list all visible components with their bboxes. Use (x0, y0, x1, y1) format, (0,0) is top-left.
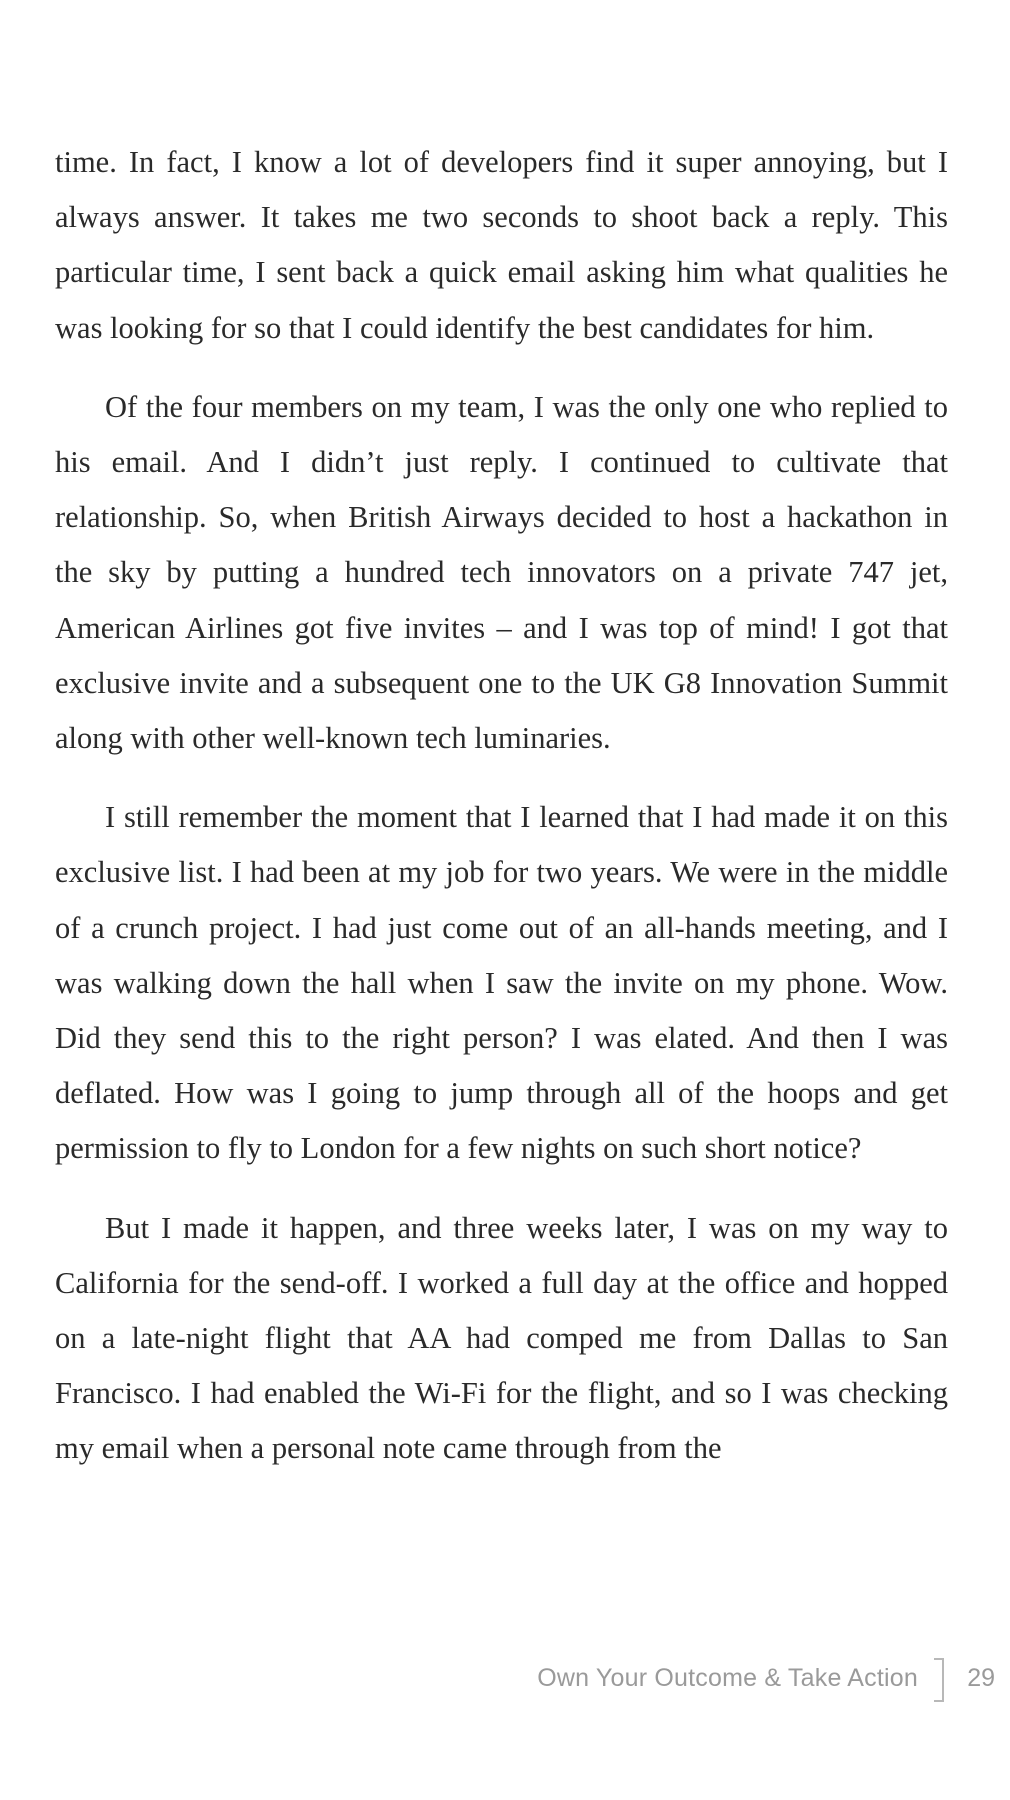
page-footer (0, 1658, 1010, 1704)
running-head: Own Your Outcome & Take Action (537, 1664, 918, 1692)
paragraph-continued: time. In fact, I know a lot of developers find it super annoying, but I always answer. It takes me two seconds to shoot back a reply. This particular time, I sent back a quick email asking him what qualities he was looking for so that I could identify the best candidates for him. (55, 145, 948, 345)
footer-bracket-divider (934, 1658, 944, 1702)
paragraph: Of the four members on my team, I was the only one who replied to his email. And I didn’t just reply. I continued to cultivate that relationship. So, when British Airways decided to host a hackathon in the sky by putting a hundred tech innovators on a private 747 jet, American Airlines got five invites – and I was top of mind! I got that exclusive invite and a subsequent one to the UK G8 Innovation Summit along with other well-known tech luminaries. (55, 389, 948, 756)
paragraph: I still remember the moment that I learned that I had made it on this exclusive list. I had been at my job for two years. We were in the middle of a crunch project. I had just come out of an all-hands meeting, and I was walking down the hall when I saw the invite on my phone. Wow. Did they send this to the right person? I was elated. And then I was deflated. How was I going to jump through all of the hoops and get permission to fly to London for a few nights on such short notice? (55, 800, 948, 1166)
page-number: 29 (967, 1664, 995, 1692)
body-text (55, 135, 948, 1501)
paragraph: But I made it happen, and three weeks later, I was on my way to California for the send-off. I worked a full day at the office and hopped on a late-night flight that AA had comped me from Dallas to San Francisco. I had enabled the Wi-Fi for the flight, and so I was checking my email when a personal note came through from the (55, 1210, 948, 1466)
